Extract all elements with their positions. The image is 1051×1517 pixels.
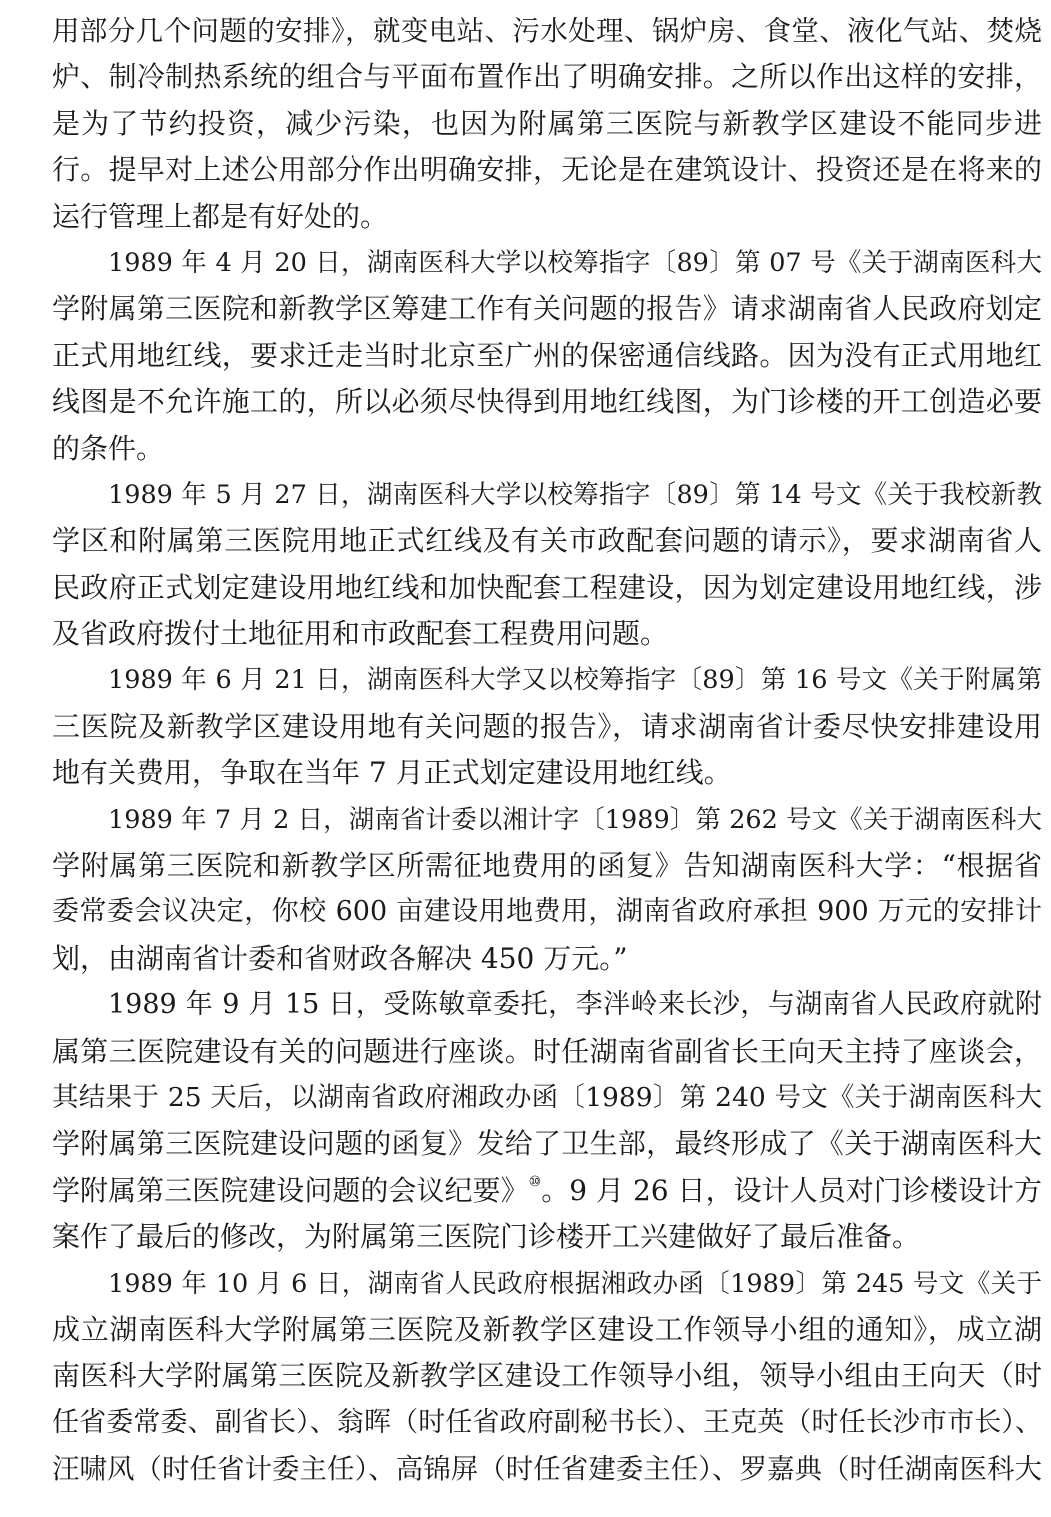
text-line: 1989 年 5 月 27 日，湖南医科大学以校筹指字〔89〕第 14 号文《关于我校新教	[108, 479, 1042, 510]
text-line: 任省委常委、副省长）、翁晖（时任省政府副秘书长）、王克英（时任长沙市市长）、	[52, 1406, 1042, 1438]
text-line: 炉、制冷制热系统的组合与平面布置作出了明确安排。之所以作出这样的安排，	[52, 60, 1042, 94]
text-line: 行。提早对上述公用部分作出明确安排，无论是在建筑设计、投资还是在将来的	[52, 153, 1042, 187]
text-line: 三医院及新教学区建设用地有关问题的报告》，请求湖南省计委尽快安排建设用	[52, 709, 1042, 743]
paragraph	[52, 797, 1042, 983]
text-line: 汪啸风（时任省计委主任）、高锦屏（时任省建委主任）、罗嘉典（时任湖南医科大	[52, 1453, 1042, 1486]
text-line	[52, 1168, 1042, 1214]
text-line: 学区和附属第三医院用地正式红线及有关市政配套问题的请示》，要求湖南省人	[52, 524, 1042, 558]
paragraph	[52, 8, 1042, 240]
text-line: 划，由湖南省计委和省财政各解决 450 万元。”	[52, 941, 628, 975]
paragraph	[52, 657, 1042, 796]
document-page	[52, 8, 1042, 1493]
text-segment: 。9 月 26 日，设计人员对门诊楼设计方	[541, 1173, 1042, 1207]
text-line: 委常委会议决定，你校 600 亩建设用地费用，湖南省政府承担 900 万元的安排计	[52, 896, 1042, 928]
text-line: 用部分几个问题的安排》，就变电站、污水处理、锅炉房、食堂、液化气站、焚烧	[52, 15, 1042, 47]
text-line: 正式用地红线，要求迁走当时北京至广州的保密通信线路。因为没有正式用地红	[52, 338, 1042, 372]
text-line: 1989 年 7 月 2 日，湖南省计委以湘计字〔1989〕第 262 号文《关于湖南医科大	[108, 804, 1042, 835]
text-line: 学附属第三医院建设问题的函复》发给了卫生部，最终形成了《关于湖南医科大	[52, 1127, 1042, 1161]
text-line: 1989 年 6 月 21 日，湖南医科大学又以校筹指字〔89〕第 16 号文《关于附属第	[108, 665, 1042, 696]
text-line: 属第三医院建设有关的问题进行座谈。时任湖南省副省长王向天主持了座谈会，	[52, 1034, 1042, 1068]
text-line: 学附属第三医院和新教学区筹建工作有关问题的报告》请求湖南省人民政府划定	[52, 292, 1042, 326]
paragraph	[52, 982, 1042, 1260]
paragraph	[52, 1261, 1042, 1493]
text-line: 及省政府拨付土地征用和市政配套工程费用问题。	[52, 617, 669, 651]
text-line: 地有关费用，争取在当年 7 月正式划定建设用地红线。	[52, 756, 732, 790]
text-line: 1989 年 9 月 15 日，受陈敏章委托，李泮岭来长沙，与湖南省人民政府就附	[108, 989, 1042, 1021]
text-line: 成立湖南医科大学附属第三医院及新教学区建设工作领导小组的通知》，成立湖	[52, 1312, 1042, 1346]
text-line: 线图是不允许施工的，所以必须尽快得到用地红线图，为门诊楼的开工创造必要	[52, 385, 1042, 419]
paragraph	[52, 240, 1042, 472]
text-line: 民政府正式划定建设用地红线和加快配套工程建设，因为划定建设用地红线，涉	[52, 570, 1042, 604]
text-line: 是为了节约投资，减少污染，也因为附属第三医院与新教学区建设不能同步进	[52, 106, 1042, 140]
text-segment: 学附属第三医院建设问题的会议纪要》	[52, 1173, 529, 1207]
text-line: 案作了最后的修改，为附属第三医院门诊楼开工兴建做好了最后准备。	[52, 1220, 921, 1254]
text-line: 南医科大学附属第三医院及新教学区建设工作领导小组，领导小组由王向天（时	[52, 1359, 1042, 1393]
text-line: 其结果于 25 天后，以湖南省政府湘政办函〔1989〕第 240 号文《关于湖南医科大	[52, 1081, 1042, 1113]
paragraph	[52, 472, 1042, 658]
text-line: 1989 年 4 月 20 日，湖南医科大学以校筹指字〔89〕第 07 号《关于湖南医科大	[108, 247, 1042, 278]
text-line: 运行管理上都是有好处的。	[52, 199, 389, 233]
footnote-marker[interactable]: ⑩	[528, 1173, 542, 1190]
text-line: 1989 年 10 月 6 日，湖南省人民政府根据湘政办函〔1989〕第 245 号文《关于	[108, 1268, 1042, 1299]
text-line: 学附属第三医院和新教学区所需征地费用的函复》告知湖南医科大学：“根据省	[52, 849, 1042, 883]
text-line: 的条件。	[52, 431, 165, 465]
